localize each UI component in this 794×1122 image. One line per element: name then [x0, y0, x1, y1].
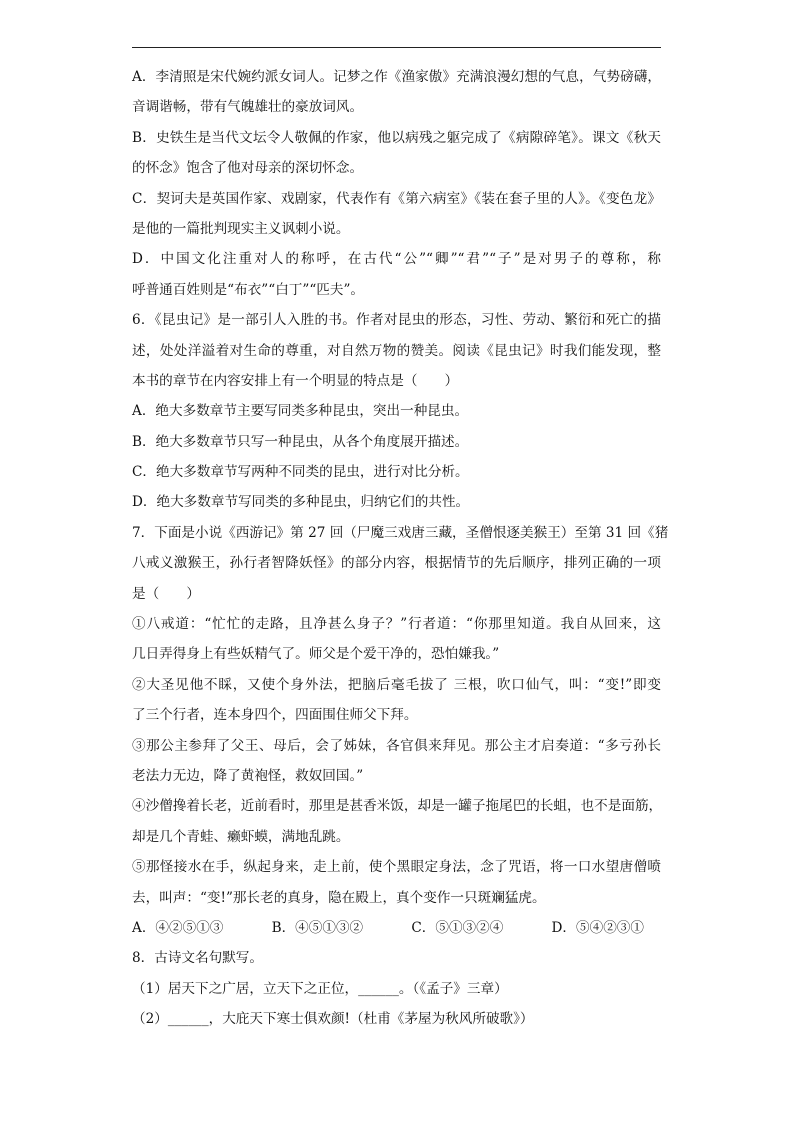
q7-option-d: D．⑤④②③①: [551, 919, 644, 936]
q5-option-d: [132, 244, 661, 305]
q7-item-1: [132, 609, 661, 670]
option-line: A．李清照是宋代婉约派女词人。记梦之作《渔家傲》充满浪漫幻想的气息，气势磅礴，: [132, 69, 661, 85]
option-line: C．契诃夫是英国作家、戏剧家，代表作有《第六病室》《装在套子里的人》。《变色龙》: [132, 190, 661, 207]
option-line: D．中国文化注重对人的称呼，在古代“公”“卿”“君”“子”是对男子的尊称，称: [132, 251, 661, 268]
option-line: 呼普通百姓则是“布衣”“白丁”“匹夫”。: [132, 281, 365, 298]
question-6: [132, 305, 661, 518]
item-line: ②大圣见他不睬，又使个身外法，把脑后毫毛拔了 三根，吹口仙气，叫：“变!”即变: [132, 676, 661, 693]
q7-item-2: [132, 670, 661, 731]
question-7: [132, 518, 669, 943]
question-stem-line: 8．古诗文名句默写。: [132, 950, 263, 967]
option-line: 的怀念》饱含了他对母亲的深切怀念。: [132, 160, 364, 177]
q8-item-2: （2）______，大庇天下寒士俱欢颜!（杜甫《茅屋为秋风所破歌》）: [132, 1011, 534, 1028]
q6-option-b: B．绝大多数章节只写一种昆虫，从各个角度展开描述。: [132, 433, 469, 450]
q6-option-d: D．绝大多数章节写同类的多种昆虫，归纳它们的共性。: [132, 494, 470, 511]
q7-item-4: [132, 791, 661, 852]
q7-options: [132, 913, 644, 943]
question-stem-line: 7．下面是小说《西游记》第 27 回（尸魔三戏唐三藏，圣僧恨逐美猴王）至第 31 回《猪: [132, 524, 669, 541]
q7-option-a: A．④②⑤①③: [132, 919, 224, 936]
q6-option-c: C．绝大多数章节写两种不同类的昆虫，进行对比分析。: [132, 464, 469, 481]
q7-option-b: B．④⑤①③②: [271, 919, 364, 936]
item-line: 去，叫声：“变!”那长老的真身，隐在殿上，真个变作一只斑斓猛虎。: [132, 889, 546, 906]
question-8: [132, 943, 661, 1034]
item-line: 老法力无边，降了黄袍怪，救奴回国。”: [132, 767, 364, 784]
q7-option-c: C．⑤①③②④: [411, 919, 504, 936]
question-stem-line: 述，处处洋溢着对生命的尊重，对自然万物的赞美。阅读《昆虫记》时我们能发现，整: [132, 342, 661, 359]
question-stem-line: 6．《昆虫记》是一部引人入胜的书。作者对昆虫的形态，习性、劳动、繁衍和死亡的描: [132, 312, 661, 329]
q5-option-c: [132, 184, 661, 245]
item-line: 几日弄得身上有些妖精气了。师父是个爱干净的，恐怕嫌我。”: [132, 646, 500, 663]
option-line: 是他的一篇批判现实主义讽刺小说。: [132, 220, 350, 237]
question-stem-line: 八戒义激猴王，孙行者智降妖怪》的部分内容，根据情节的先后顺序，排列正确的一项: [132, 555, 661, 572]
exam-page-body: [132, 62, 669, 1035]
item-line: ①八戒道：“忙忙的走路，且净甚么身子？”行者道：“你那里知道。我自从回来，这: [132, 616, 661, 633]
q7-item-3: [132, 731, 661, 792]
question-stem-line: 是（ ）: [132, 585, 200, 602]
q5-option-a: [132, 62, 661, 123]
q8-item-1: （1）居天下之广居，立天下之正位，______。（《孟子》三章）: [132, 980, 508, 997]
q5-option-b: [132, 123, 661, 184]
q7-item-5: [132, 852, 661, 913]
item-line: ⑤那怪接水在手，纵起身来，走上前，使个黑眼定身法，念了咒语，将一口水望唐僧喷: [132, 859, 661, 876]
item-line: ③那公主参拜了父王、母后，会了姊妹，各官俱来拜见。那公主才启奏道：“多亏孙长: [132, 737, 661, 754]
header-rule: [132, 47, 661, 48]
item-line: 却是几个青蛙、癞虾蟆，满地乱跳。: [132, 828, 350, 845]
item-line: ④沙僧搀着长老，近前看时，那里是甚香米饭，却是一罐子拖尾巴的长蛆，也不是面筋，: [132, 798, 663, 815]
question-stem-line: 本书的章节在内容安排上有一个明显的特点是（ ）: [132, 372, 459, 389]
q6-option-a: A．绝大多数章节主要写同类多种昆虫，突出一种昆虫。: [132, 403, 469, 420]
option-line: B．史铁生是当代文坛令人敬佩的作家，他以病残之躯完成了《病隙碎笔》。课文《秋天: [132, 129, 661, 146]
item-line: 了三个行者，连本身四个，四面围住师父下拜。: [132, 707, 418, 724]
option-line: 音调谐畅，带有气魄雄壮的豪放词风。: [132, 99, 364, 116]
